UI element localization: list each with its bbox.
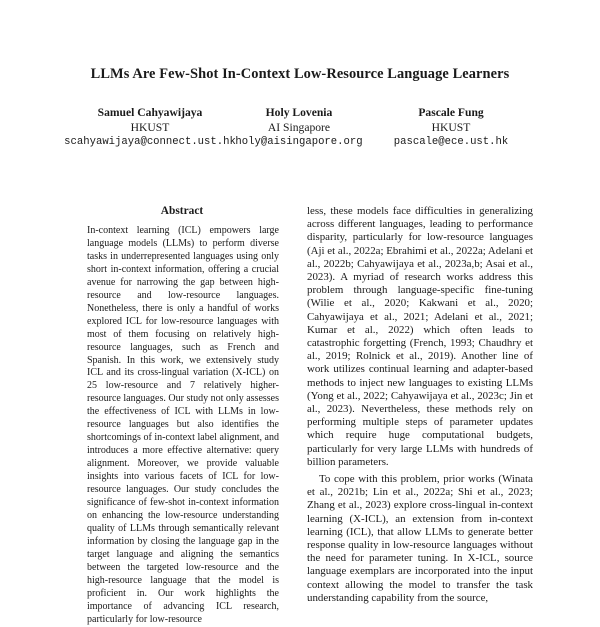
intro-paragraph: less, these models face difficulties in generalizing across different languages, leading to performance disparity, particularly for low-resource languages (Aji et al., 2022a; Ebrahimi et al., 2022a; Adelani et al., 2022b; Cahyawijaya et al., 2023a,b; Asai et al., 2023). A myriad of research works address this problem through language-specific fine-tuning (Wilie et al., 2020; Kakwani et al., 2020; Cahyawijaya et al., 2021; Adelani et al., 2021; Kumar et al., 2022) which often leads to catastrophic forgetting (French, 1993; Chaudhry et al., 2019; Rolnick et al., 2019). Another line of work utilizes continual learning and adapter-based methods to inject new languages to existing LLMs (Yong et al., 2022; Cahyawijaya et al., 2023c; Jin et al., 2023). Nevertheless, these methods rely on performing multiple steps of parameter updates which require huge computational budgets, particularly for very large LLMs with hundreds of billion parameters. xyxy=(307,205,533,468)
author-email: scahyawijaya@connect.ust.hk xyxy=(64,136,236,149)
paper-title: LLMs Are Few-Shot In-Context Low-Resource Language Learners xyxy=(90,66,510,82)
right-column xyxy=(307,205,533,605)
abstract-heading: Abstract xyxy=(160,205,204,217)
author-email: holy@aisingapore.org xyxy=(235,136,363,149)
author-name: Pascale Fung xyxy=(418,106,484,119)
author-affiliation: HKUST xyxy=(130,120,170,134)
author-email: pascale@ece.ust.hk xyxy=(393,136,509,149)
abstract-body: In-context learning (ICL) empowers large language models (LLMs) to perform diverse tasks in underrepresented languages using only short in-context information, offering a crucial avenue for narrowing the gap between high-resource and low-resource languages. Nonetheless, there is only a handful of works explored ICL for low-resource languages with most of them focusing on relatively high-resource languages, such as French and Spanish. In this work, we extensively study ICL and its cross-lingual variation (X-ICL) on 25 low-resource and 7 relatively higher-resource languages. Our study not only assesses the effectiveness of ICL with LLMs in low-resource languages but also identifies the shortcomings of in-context label alignment, and introduces a more effective alternative: query alignment. Moreover, we provide valuable insights into various facets of ICL for low-resource languages. Our study concludes the significance of few-shot in-context information on enhancing the low-resource understanding quality of LLMs through semantically relevant information by closing the language gap in the target language and aligning the semantics between the targeted low-resource and the high-resource language that the model is proficient in. Our work highlights the importance of advancing ICL research, particularly for low-resource xyxy=(87,225,279,625)
author-affiliation: AI Singapore xyxy=(267,120,331,134)
author-name: Holy Lovenia xyxy=(265,106,333,119)
author-name: Samuel Cahyawijaya xyxy=(97,106,203,119)
author-block xyxy=(351,106,551,150)
author-affiliation: HKUST xyxy=(431,120,471,134)
intro-paragraph: To cope with this problem, prior works (Winata et al., 2021b; Lin et al., 2022a; Shi et al., 2023; Zhang et al., 2023) explore cross-lingual in-context learning (X-ICL), an extension from in-context learning (ICL), that allow LLMs to generate better response quality in low-resource languages without the need for parameter tuning. In X-ICL, source language exemplars are incorporated into the input context allowing the model to transfer the task understanding capability from the source, xyxy=(307,473,533,604)
